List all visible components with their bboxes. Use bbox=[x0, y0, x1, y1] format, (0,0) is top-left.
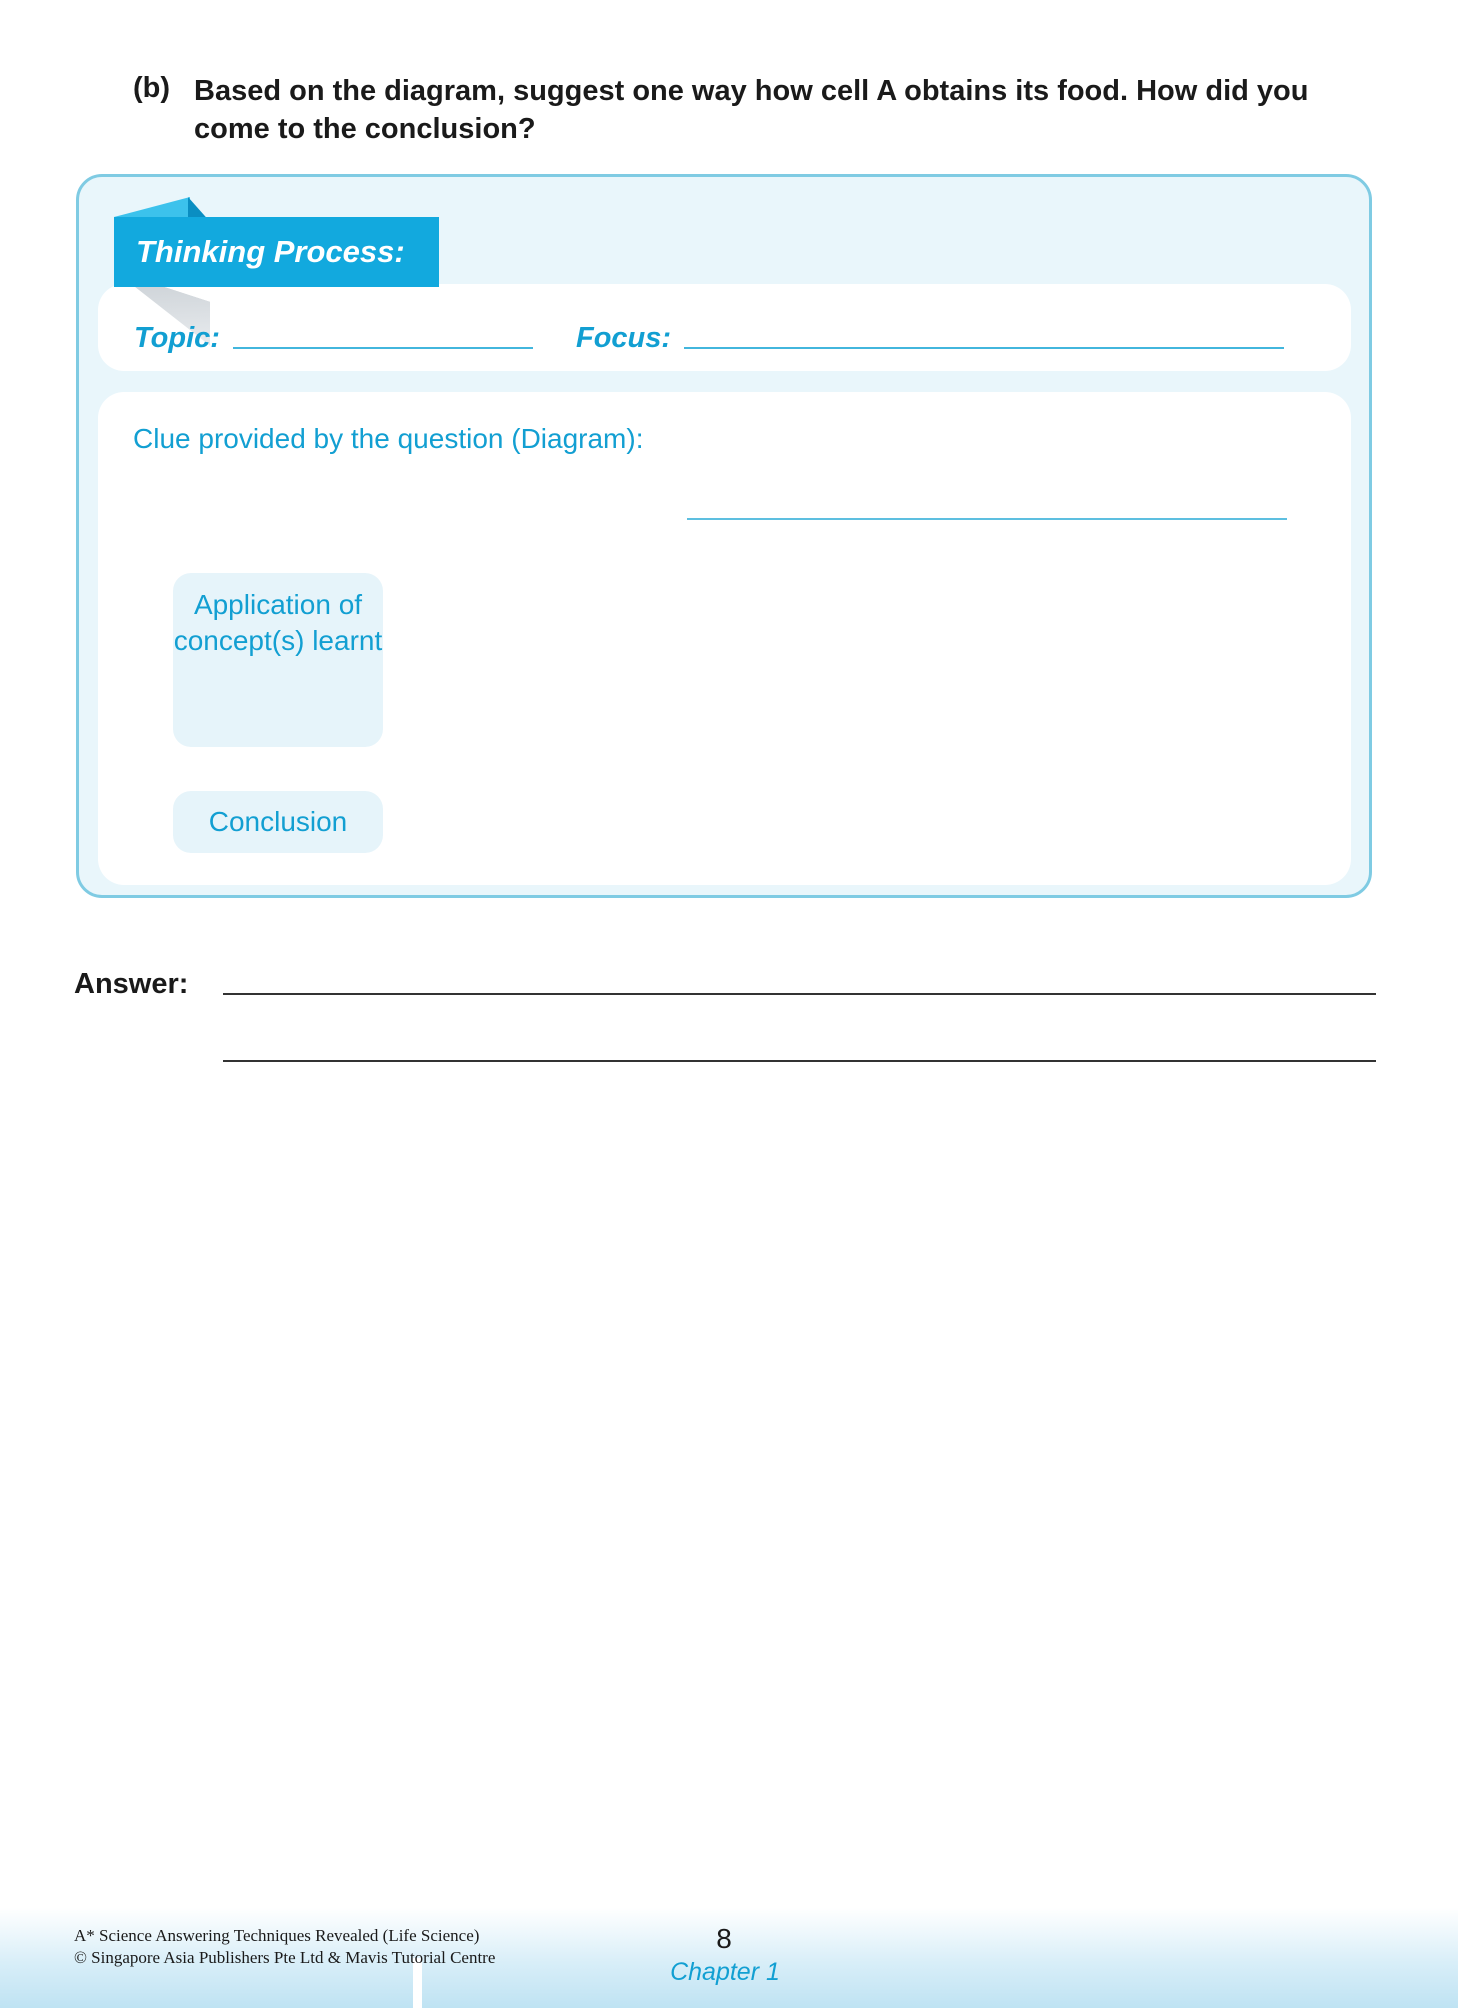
topic-focus-row bbox=[98, 284, 1351, 371]
clue-answer-line[interactable] bbox=[687, 518, 1287, 520]
footer-copyright: © Singapore Asia Publishers Pte Ltd & Mavis Tutorial Centre bbox=[74, 1948, 496, 1967]
topic-answer-line[interactable] bbox=[233, 347, 533, 349]
clue-label: Clue provided by the question (Diagram): bbox=[133, 423, 644, 454]
question-text: Based on the diagram, suggest one way how cell A obtains its food. How did you come to the conclusion? bbox=[194, 75, 1309, 145]
question-label: (b) bbox=[133, 72, 171, 104]
answer-label: Answer: bbox=[74, 968, 189, 1000]
conclusion-pill: Conclusion bbox=[173, 791, 383, 853]
answer-line-2[interactable] bbox=[223, 1060, 1376, 1062]
focus-label: Focus: bbox=[576, 322, 672, 354]
page-number: 8 bbox=[716, 1923, 732, 1954]
application-pill: Application of concept(s) learnt bbox=[173, 573, 383, 747]
answer-line-1[interactable] bbox=[223, 993, 1376, 995]
focus-answer-line[interactable] bbox=[684, 347, 1284, 349]
chapter-label: Chapter 1 bbox=[670, 1958, 780, 1986]
footer-book-title: A* Science Answering Techniques Revealed (Life Science) bbox=[74, 1926, 480, 1945]
thinking-process-banner: Thinking Process: bbox=[114, 217, 439, 287]
topic-label: Topic: bbox=[134, 322, 220, 354]
